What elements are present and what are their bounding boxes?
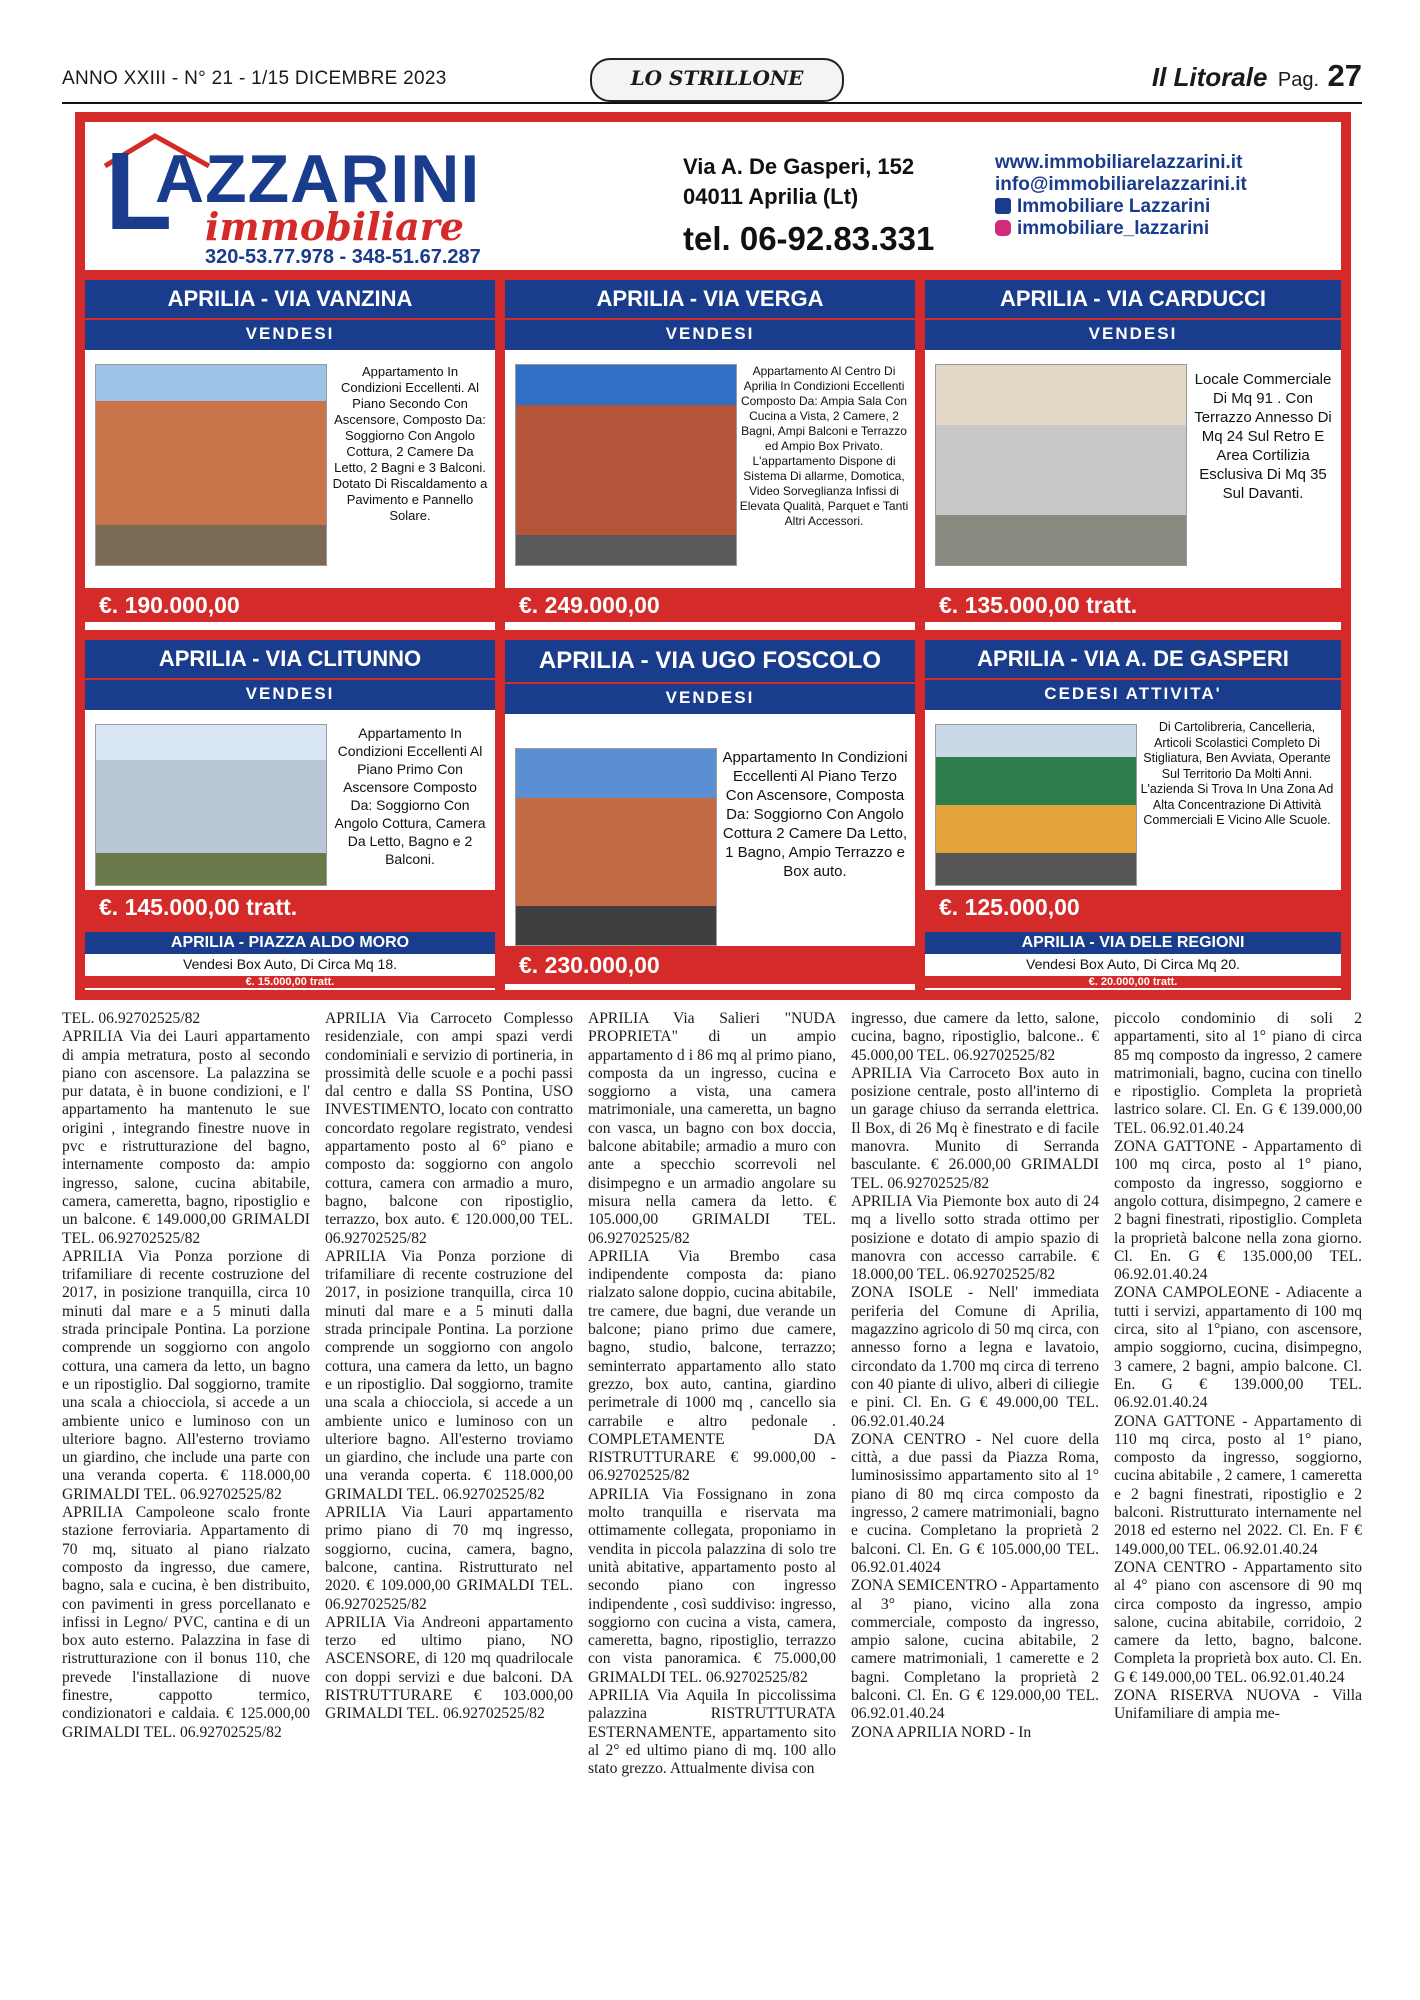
instagram-handle: immobiliare_lazzarini [1017, 218, 1210, 239]
brand-name: AZZARINI [155, 141, 481, 217]
listing-photo [95, 724, 327, 886]
classifieds [62, 1010, 1362, 1995]
classified-entry: ingresso, due camere da letto, salone, cucina, bagno, ripostiglio, balcone.. € 45.000,00 TEL. 06.92702525/82 [851, 1010, 1099, 1064]
box-listing-title: APRILIA - PIAZZA ALDO MORO [85, 932, 495, 954]
header-rule [62, 102, 1362, 104]
instagram-row [995, 218, 1247, 240]
listing-photo [935, 724, 1137, 886]
brand-subtitle: immobiliare [205, 204, 464, 249]
facebook-row [995, 196, 1247, 218]
brand-phones: 320-53.77.978 - 348-51.67.287 [205, 246, 481, 268]
classified-entry: piccolo condominio di soli 2 appartamenti, sito al 1° piano di circa 85 mq composto da ingresso, 2 camere matrimoniali, bagno, cucina con tinello e ripostiglio. Completa la proprietà lastrico solare. Cl. En. G € 139.000,00 TEL. 06.92.01.40.24 [1114, 1010, 1362, 1137]
listing-price: €. 135.000,00 tratt. [925, 588, 1341, 622]
issue-info: ANNO XXIII - N° 21 - 1/15 DICEMBRE 2023 [62, 68, 447, 89]
listing-description: Locale Commerciale Di Mq 91 . Con Terrazzo Annesso Di Mq 24 Sul Retro E Area Cortilizia Esclusiva Di Mq 35 Sul Davanti. [1194, 371, 1332, 502]
classified-entry: APRILIA Via Fossignano in zona molto tranquilla e riservata ma ottimamente collegata, proponiamo in vendita in piccola palazzina di solo tre unità abitative, appartamento posto al secondo piano con ingresso indipendente , così suddiviso: ingresso, soggiorno con cucina a vista, camera, cameretta, bagno, ripostiglio, terrazzo con vista panoramica. € 75.000,00 GRIMALDI TEL. 06.92702525/82 [588, 1485, 836, 1686]
classified-entry: ZONA CAMPOLEONE - Adiacente a tutti i servizi, appartamento di 100 mq circa, sito al 1°piano, con ascensore, ampio soggiorno, cucina, disimpegno, 3 camere, 2 bagni, ampio balcone. Cl. En. G € 139.000,00 TEL. 06.92.01.40.24 [1114, 1284, 1362, 1412]
listing-card [925, 640, 1341, 924]
box-listing-title: APRILIA - VIA DELE REGIONI [925, 932, 1341, 954]
listing-description: Appartamento In Condizioni Eccellenti Al Piano Terzo Con Ascensore, Composta Da: Soggiorno Con Angolo Cottura 2 Camere Da Letto, 1 Bagno, Ampio Terrazzo e Box auto. [722, 749, 908, 880]
listing-photo [515, 748, 717, 946]
listing-band: VENDESI [85, 318, 495, 350]
classified-entry: ZONA CENTRO - Appartamento sito al 4° piano con ascensore di 90 mq circa composto da ingresso, ampio salone, cucina abitabile, corridoio, 2 camere da letto, bagno, balcone. Completa la proprietà box auto. Cl. En. G € 149.000,00 TEL. 06.92.01.40.24 [1114, 1558, 1362, 1686]
listing-band: VENDESI [925, 318, 1341, 350]
box-listing [85, 932, 495, 990]
classified-column [851, 1010, 1099, 1995]
classified-column [588, 1010, 836, 1995]
classified-entry: APRILIA Via Salieri "NUDA PROPRIETA" di un ampio appartamento d i 86 mq al primo piano, composta da un ingresso, cucina e soggiorno a vista, una camera matrimoniale, una cameretta, un bagno con vasca, un bagno con box doccia, balcone abitabile; armadio a muro con ante a specchio scorrevoli nel disimpegno e un armadio angolare su misura nella camera da letto. € 105.000,00 GRIMALDI TEL. 06.92702525/82 [588, 1010, 836, 1247]
real-estate-ad [75, 112, 1351, 1000]
listing-band: VENDESI [85, 678, 495, 710]
classified-entry: ZONA ISOLE - Nell' immediata periferia del Comune di Aprilia, magazzino agricolo di 50 mq circa, con annesso forno a legna e lavatoio, circondato da 1.700 mq circa di terreno con 40 piante di ulivo, alberi di ciliegie e pini. Cl. En. G € 49.000,00 TEL. 06.92.01.40.24 [851, 1284, 1099, 1430]
classified-entry: ZONA GATTONE - Appartamento di 110 mq circa, posto al 1° piano, composto da ingresso, soggiorno, cucina abitabile , 2 camere, 1 cameretta e 2 bagni finestrati, ripostiglio e 2 balconi. Ristrutturato internamente nel 2018 ed esterno nel 2022. Cl. En. F € 149.000,00 TEL. 06.92.01.40.24 [1114, 1412, 1362, 1558]
facebook-handle: Immobiliare Lazzarini [1017, 196, 1211, 217]
box-listing-price: €. 20.000,00 tratt. [925, 976, 1341, 988]
classified-entry: ZONA RISERVA NUOVA - Villa Unifamiliare di ampia me- [1114, 1686, 1362, 1723]
agency-contacts [995, 152, 1247, 240]
listing-price: €. 145.000,00 tratt. [85, 890, 495, 924]
website: www.immobiliarelazzarini.it [995, 152, 1243, 173]
box-listing-text: Vendesi Box Auto, Di Circa Mq 18. [183, 956, 397, 972]
listing-band: VENDESI [505, 318, 915, 350]
classified-entry: APRILIA Via Andreoni appartamento terzo ed ultimo piano, NO ASCENSORE, di 120 mq quadrilocale con doppi servizi e due balconi. DA RISTRUTTURARE € 103.000,00 GRIMALDI TEL. 06.92702525/82 [325, 1613, 573, 1723]
listing-band: VENDESI [505, 682, 915, 714]
page-word: Pag. [1277, 69, 1320, 91]
classified-entry: ZONA SEMICENTRO - Appartamento al 3° piano, vicino alla zona commerciale, composto da ingresso, ampio salone, cucina abitabile, 2 camere matrimoniali, 1 camerette e 2 bagni. Completano la proprietà 2 balconi. Cl. En. G € 129.000,00 TEL. 06.92.01.40.24 [851, 1577, 1099, 1723]
listing-description: Appartamento In Condizioni Eccellenti Al Piano Primo Con Ascensore Composto Da: Soggiorno Con Angolo Cottura, Camera Da Letto, Bagno e 2 Balconi. [334, 725, 486, 867]
listing-card [505, 640, 915, 990]
classified-entry: ZONA APRILIA NORD - In [851, 1723, 1032, 1741]
classified-entry: APRILIA Via Ponza porzione di trifamiliare di recente costruzione del 2017, in posizione tranquilla, circa 10 minuti dal mare e a 5 minuti dalla strada principale Pontina. La porzione comprende un soggiorno con angolo cottura, una camera da letto, un bagno e un ripostiglio. Dal soggiorno, tramite una scala a chiocciola, si accede a un ambiente unico e luminoso con un ulteriore bagno. All'esterno troviamo un giardino, che include una parte con una veranda coperta. € 118.000,00 GRIMALDI TEL. 06.92702525/82 [62, 1247, 310, 1503]
page-number: 27 [1327, 58, 1362, 93]
address-city: 04011 Aprilia (Lt) [683, 184, 859, 209]
listing-title: APRILIA - VIA VANZINA [85, 280, 495, 318]
listing-title: APRILIA - VIA CLITUNNO [85, 640, 495, 678]
listing-price: €. 125.000,00 [925, 890, 1341, 924]
publication-name: Il Litorale [1151, 62, 1268, 92]
classified-column [62, 1010, 310, 1995]
classified-entry: APRILIA Via Piemonte box auto di 24 mq a livello sotto strada ottimo per posizione e dotato di ampio spazio di manovra con accesso carrabile. € 18.000,00 TEL. 06.92702525/82 [851, 1192, 1099, 1284]
listing-card [85, 640, 495, 924]
listing-card [505, 280, 915, 630]
classified-entry: APRILIA Via Lauri appartamento primo piano di 70 mq ingresso, soggiorno, cucina, camera, bagno, balcone, cantina. Ristrutturato nel 2020. € 109.000,00 GRIMALDI TEL. 06.92702525/82 [325, 1504, 573, 1613]
listing-description: Di Cartolibreria, Cancelleria, Articoli Scolastici Completo Di Stigliatura, Ben Avviata, Operante Sul Territorio Da Molti Anni. L'azienda Si Trova In Una Zona Ad Alta Concentrazione Di Attività Commerciali E Vicino Alle Scuole. [1140, 720, 1334, 827]
listing-description: Appartamento In Condizioni Eccellenti. Al Piano Secondo Con Ascensore, Composto Da: Soggiorno Con Angolo Cottura, 2 Camere Da Letto, 2 Bagni e 3 Balconi. Dotato Di Riscaldamento a Pavimento e Pannello Solare. [332, 364, 488, 523]
classified-entry: APRILIA Via dei Lauri appartamento di ampia metratura, posto al secondo piano con ascensore. La palazzina se pur datata, è in buone condizioni, e l' appartamento ha mantenuto le sue origini , integrando finestre nuove in pvc e ristrutturazione del bagno, internamente composto da: ampio ingresso, salone, cucina abitabile, camera, cameretta, bagno, ripostiglio e un balcone. € 149.000,00 GRIMALDI TEL. 06.92702525/82 [62, 1028, 310, 1247]
agency-banner [85, 122, 1341, 270]
listing-price: €. 190.000,00 [85, 588, 495, 622]
listing-photo [515, 364, 737, 566]
classified-entry: APRILIA Via Carroceto Box auto in posizione centrale, posto all'interno di un garage chiuso da serranda elettrica. Il Box, di 26 Mq è finestrato e di facile manovra. Munito di Serranda basculante. € 26.000,00 GRIMALDI TEL. 06.92702525/82 [851, 1064, 1099, 1192]
classified-entry: APRILIA Campoleone scalo fronte stazione ferroviaria. Appartamento di 70 mq, situato al piano rialzato composto da ingresso, due camere, bagno, sala e cucina, è ben distribuito, con pavimenti in gress porcellanato e infissi in Legno/ PVC, cantina e di un box auto esterno. Palazzina in fase di ristrutturazione con il bonus 110, che prevede l'installazione di nuove finestre, cappotto termico, condizionatori e caldaia. € 125.000,00 GRIMALDI TEL. 06.92702525/82 [62, 1504, 310, 1741]
listing-title: APRILIA - VIA UGO FOSCOLO [505, 640, 915, 682]
masthead-logo: LO STRILLONE [590, 58, 844, 102]
listing-card [85, 280, 495, 630]
brand-letter: L [105, 130, 173, 253]
listing-price: €. 249.000,00 [505, 588, 915, 622]
agency-tel: tel. 06-92.83.331 [683, 220, 935, 257]
listing-title: APRILIA - VIA A. DE GASPERI [925, 640, 1341, 678]
box-listing-text: Vendesi Box Auto, Di Circa Mq 20. [1026, 956, 1240, 972]
page-label [1152, 58, 1362, 94]
email: info@immobiliarelazzarini.it [995, 174, 1247, 195]
classified-entry: APRILIA Via Ponza porzione di trifamiliare di recente costruzione del 2017, in posizione tranquilla, circa 10 minuti dal mare e a 5 minuti dalla strada principale Pontina. La porzione comprende un soggiorno con angolo cottura, una camera da letto, un bagno e un ripostiglio. Dal soggiorno, tramite una scala a chiocciola, si accede a un ambiente unico e luminoso con un ulteriore bagno. All'esterno troviamo un giardino, che include una parte con una veranda coperta. € 118.000,00 GRIMALDI TEL. 06.92702525/82 [325, 1247, 573, 1503]
agency-address [683, 152, 914, 212]
listing-band: CEDESI ATTIVITA' [925, 678, 1341, 710]
listing-description: Appartamento Al Centro Di Aprilia In Condizioni Eccellenti Composto Da: Ampia Sala Con Cucina a Vista, 2 Camere, 2 Bagni, Ampi Balconi e Terrazzo ed Ampio Box Privato. L'appartamento Dispone di Sistema Di allarme, Domotica, Video Sorveglianza Infissi di Elevata Qualità, Parquet e Tanti Altri Accessori. [739, 364, 909, 528]
classified-entry: APRILIA Via Carroceto Complesso residenziale, con ampi spazi verdi condominiali e servizio di portineria, in prossimità delle scuole e a pochi passi dal centro e dalla SS Pontina, USO INVESTIMENTO, locato con contratto concordato regolare registrato, vendesi appartamento posto al 6° piano e composto da: soggiorno con angolo cottura, camera con armadio a muro, bagno, balcone con ripostiglio, terrazzo, box auto. € 120.000,00 TEL. 06.92702525/82 [325, 1010, 573, 1247]
classified-column [1114, 1010, 1362, 1995]
classified-column [325, 1010, 573, 1995]
classified-entry: ZONA GATTONE - Appartamento di 100 mq circa, posto al 1° piano, composto da ingresso, soggiorno e angolo cottura, disimpegno, 2 camere e 2 bagni finestrati, ripostiglio. Completa la proprietà balcone nella zona giorno. Cl. En. G € 135.000,00 TEL. 06.92.01.40.24 [1114, 1138, 1362, 1284]
address-street: Via A. De Gasperi, 152 [683, 154, 915, 179]
listing-card [925, 280, 1341, 630]
listing-title: APRILIA - VIA CARDUCCI [925, 280, 1341, 318]
classified-entry: TEL. 06.92702525/82 [62, 1010, 201, 1027]
classified-entry: APRILIA Via Aquila In piccolissima palazzina RISTRUTTURATA ESTERNAMENTE, appartamento sito al 2° ed ultimo piano di mq. 100 allo stato grezzo. Attualmente divisa con [588, 1686, 836, 1778]
classified-entry: ZONA CENTRO - Nel cuore della città, a due passi da Piazza Roma, luminosissimo appartamento sito al 1° piano di 80 mq circa composto da ingresso, 2 camere matrimoniali, bagno e cucina. Completano la proprietà 2 balconi. Cl. En. G € 105.000,00 TEL. 06.92.01.4024 [851, 1430, 1099, 1576]
facebook-icon [995, 198, 1011, 214]
listing-title: APRILIA - VIA VERGA [505, 280, 915, 318]
instagram-icon [995, 220, 1011, 236]
box-listing-price: €. 15.000,00 tratt. [85, 976, 495, 988]
listing-photo [95, 364, 327, 566]
page-header [62, 58, 1362, 102]
listing-photo [935, 364, 1187, 566]
classified-entry: APRILIA Via Brembo casa indipendente composta da: piano rialzato salone doppio, cucina abitabile, tre camere, due bagni, due verande un balcone; piano primo due camere, bagno, studio, balcone, terrazzo; seminterrato appartamento allo stato grezzo, box auto, cantina, giardino perimetrale di 1000 mq , cancello sia carrabile e altro pedonale . COMPLETAMENTE DA RISTRUTTURARE € 99.000,00 - 06.92702525/82 [588, 1247, 836, 1485]
listing-price: €. 230.000,00 [505, 946, 915, 984]
box-listing [925, 932, 1341, 990]
